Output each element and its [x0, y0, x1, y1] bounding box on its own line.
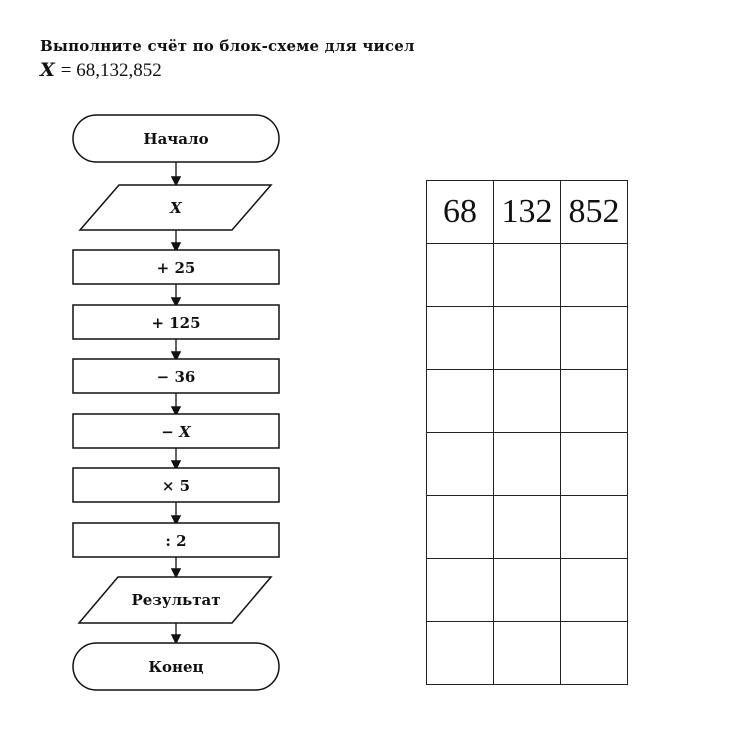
- table-answer-cell[interactable]: [494, 307, 561, 370]
- table-answer-cell[interactable]: [427, 496, 494, 559]
- table-answer-cell[interactable]: [561, 370, 628, 433]
- start-label: Начало: [143, 130, 209, 148]
- table-answer-cell[interactable]: [561, 622, 628, 685]
- table-answer-cell[interactable]: [494, 559, 561, 622]
- table-header-row: [427, 181, 628, 244]
- task-instruction: Выполните счёт по блок-схеме для чисел: [40, 37, 415, 55]
- end-label: Конец: [148, 658, 204, 676]
- table-row: [427, 559, 628, 622]
- table-answer-cell[interactable]: [494, 370, 561, 433]
- table-row: [427, 622, 628, 685]
- table-answer-cell[interactable]: [561, 307, 628, 370]
- step-label: : 2: [165, 532, 187, 550]
- input-label: X: [170, 199, 182, 217]
- step-label: − 36: [156, 368, 196, 386]
- table-row: [427, 433, 628, 496]
- table-answer-cell[interactable]: [561, 433, 628, 496]
- table-answer-cell[interactable]: [427, 433, 494, 496]
- table-answer-cell[interactable]: [494, 433, 561, 496]
- answer-table: [426, 180, 628, 685]
- table-answer-cell[interactable]: [427, 307, 494, 370]
- table-answer-cell[interactable]: [494, 244, 561, 307]
- table-row: [427, 496, 628, 559]
- table-answer-cell[interactable]: [494, 496, 561, 559]
- x-variable: X: [40, 59, 55, 81]
- step-label: + 125: [151, 314, 201, 332]
- table-header-cell: 132: [494, 181, 561, 244]
- table-answer-cell[interactable]: [427, 244, 494, 307]
- table-header-cell: 68: [427, 181, 494, 244]
- table-answer-cell[interactable]: [561, 559, 628, 622]
- output-label: Результат: [131, 591, 221, 609]
- table-answer-cell[interactable]: [561, 496, 628, 559]
- table-answer-cell[interactable]: [427, 622, 494, 685]
- step-label: × 5: [161, 477, 191, 495]
- table-row: [427, 370, 628, 433]
- table-answer-cell[interactable]: [494, 622, 561, 685]
- table-row: [427, 307, 628, 370]
- table-answer-cell[interactable]: [427, 370, 494, 433]
- table-answer-cell[interactable]: [427, 559, 494, 622]
- table-header-cell: 852: [561, 181, 628, 244]
- table-row: [427, 244, 628, 307]
- table-answer-cell[interactable]: [561, 244, 628, 307]
- x-values: = 68,132,852: [60, 60, 162, 81]
- step-label: + 25: [156, 259, 196, 277]
- step-label: − X: [161, 423, 191, 441]
